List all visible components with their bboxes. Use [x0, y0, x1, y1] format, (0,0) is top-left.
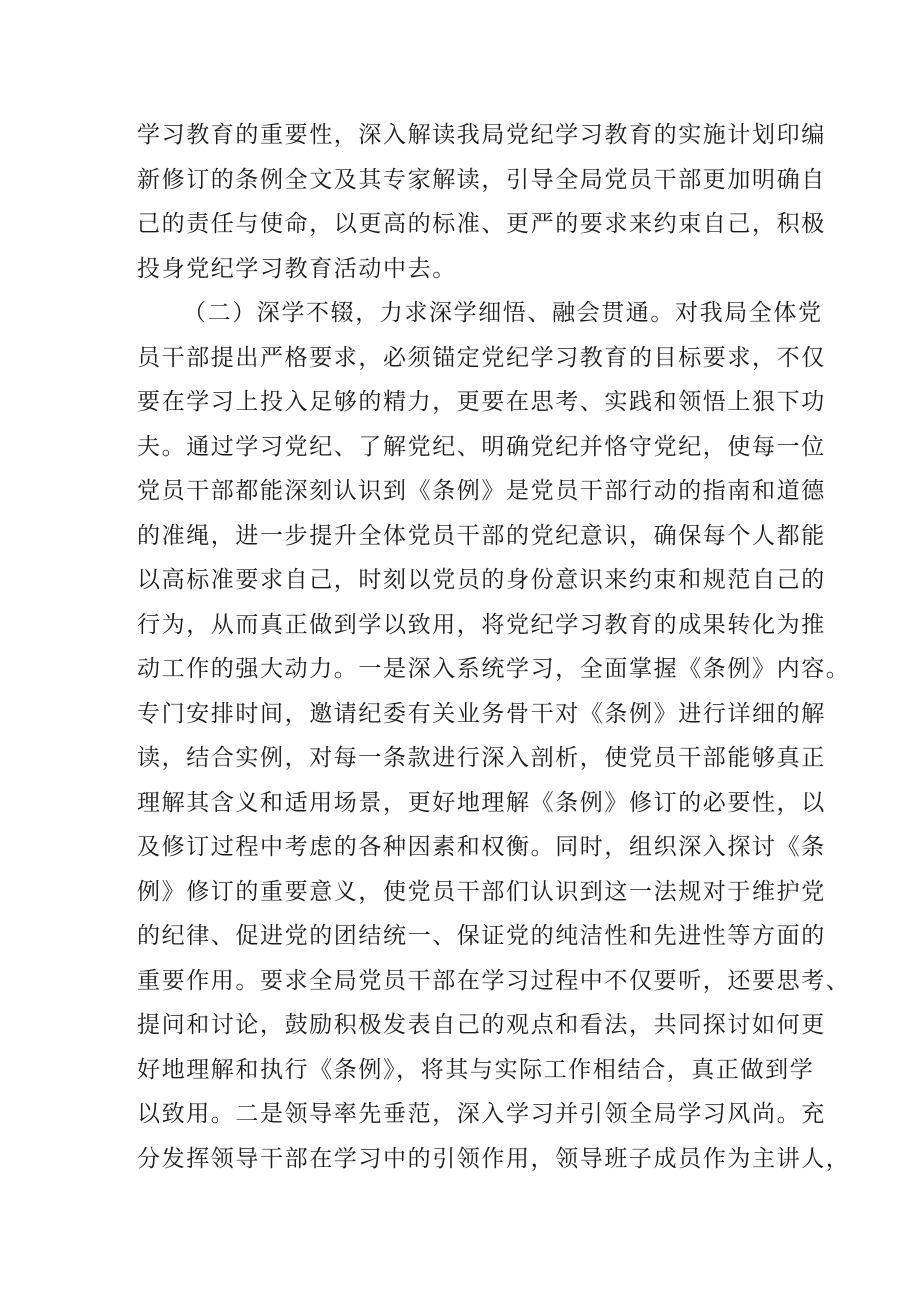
text-line: 动工作的强大动力。一是深入系统学习，全面掌握《条例》内容。: [137, 656, 851, 682]
text-line: 的纪律、促进党的团结统一、保证党的纯洁性和先进性等方面的: [137, 923, 826, 949]
text-line: 以致用。二是领导率先垂范，深入学习并引领全局学习风尚。充: [137, 1101, 826, 1127]
text-line: 夫。通过学习党纪、了解党纪、明确党纪并恪守党纪，使每一位: [137, 433, 826, 460]
text-line: 及修订过程中考虑的各种因素和权衡。同时，组织深入探讨《条: [137, 834, 826, 860]
text-line: 己的责任与使命，以更高的标准、更严的要求来约束自己，积极: [137, 211, 826, 237]
text-line: 行为，从而真正做到学以致用，将党纪学习教育的成果转化为推: [137, 611, 826, 638]
text-line: 要在学习上投入足够的精力，更要在思考、实践和领悟上狠下功: [137, 389, 826, 415]
body-text: [137, 113, 851, 1181]
text-line: 的准绳，进一步提升全体党员干部的党纪意识，确保每个人都能: [137, 522, 826, 549]
text-line: 学习教育的重要性，深入解读我局党纪学习教育的实施计划印编: [137, 122, 826, 148]
text-line: 好地理解和执行《条例》，将其与实际工作相结合，真正做到学: [137, 1056, 815, 1083]
text-line: 以高标准要求自己，时刻以党员的身份意识来约束和规范自己的: [137, 567, 826, 593]
text-line: 员干部提出严格要求，必须锚定党纪学习教育的目标要求，不仅: [137, 344, 826, 371]
text-line: 专门安排时间，邀请纪委有关业务骨干对《条例》进行详细的解: [137, 700, 826, 727]
text-line: 例》修订的重要意义，使党员干部们认识到这一法规对于维护党: [137, 878, 826, 905]
text-line: 理解其含义和适用场景，更好地理解《条例》修订的必要性，以: [137, 789, 826, 816]
text-line: 党员干部都能深刻认识到《条例》是党员干部行动的指南和道德: [137, 478, 826, 504]
text-line: 读，结合实例，对每一条款进行深入剖析，使党员干部能够真正: [137, 745, 826, 771]
text-line: 重要作用。要求全局党员干部在学习过程中不仅要听，还要思考、: [137, 967, 851, 994]
section-heading-line: （二）深学不辍，力求深学细悟、融会贯通。对我局全体党: [183, 300, 823, 326]
text-line: 投身党纪学习教育活动中去。: [137, 255, 457, 282]
text-line: 新修订的条例全文及其专家解读，引导全局党员干部更加明确自: [137, 166, 826, 193]
text-line: 分发挥领导干部在学习中的引领作用，领导班子成员作为主讲人，: [137, 1145, 851, 1172]
text-line: 提问和讨论，鼓励积极发表自己的观点和看法，共同探讨如何更: [137, 1012, 826, 1038]
